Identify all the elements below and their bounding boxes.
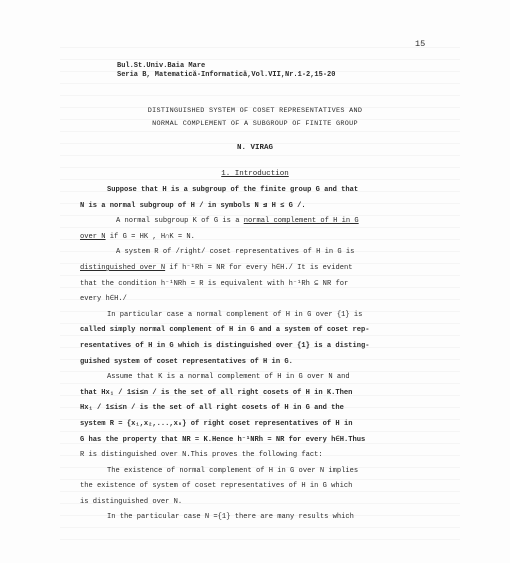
text-line bbox=[80, 230, 430, 246]
text-line bbox=[80, 261, 430, 277]
journal-line-2: Seria B, Matematică-Informatică,Vol.VII,Nr.1-2,15-20 bbox=[117, 71, 336, 79]
text-line: every h∈H./ bbox=[80, 295, 127, 304]
text-line: N is a normal subgroup of H / in symbols N ⊴ H ≤ G /. bbox=[80, 201, 306, 210]
page-number: 15 bbox=[415, 39, 426, 49]
text-line: resentatives of H in G which is distinguished over {1} is a disting- bbox=[80, 341, 370, 350]
journal-header bbox=[117, 62, 335, 80]
text-span: if h⁻¹Rh = NR for every h∈H./ It is evident bbox=[165, 263, 353, 272]
text-line: A system R of /right/ coset representatives of H in G is bbox=[116, 248, 355, 257]
text-line: In particular case a normal complement of H in G over {1} is bbox=[107, 310, 363, 319]
journal-line-1: Bul.St.Univ.Baia Mare bbox=[117, 62, 206, 70]
text-line: that Hx₁ / 1≤i≤n / is the set of all right cosets of H in K.Then bbox=[80, 388, 353, 397]
text-span: A normal subgroup K of G is a bbox=[116, 217, 244, 226]
text-line: Suppose that H is a subgroup of the finite group G and that bbox=[107, 186, 359, 194]
text-line: Assume that K is a normal complement of H in G over N and bbox=[107, 373, 350, 382]
author: N. VIRAG bbox=[236, 144, 273, 152]
body-text bbox=[80, 183, 430, 526]
text-line bbox=[80, 214, 430, 230]
text-line: system R = {x₁,x₂,...,xₙ} of right coset representatives of H in bbox=[80, 419, 353, 428]
term-normal-complement: normal complement of H in G bbox=[243, 217, 359, 226]
text-line: The existence of normal complement of H in G over N implies bbox=[107, 466, 359, 475]
text-line: R is distinguished over N.This proves the following fact: bbox=[80, 451, 323, 460]
term-distinguished: distinguished over N bbox=[80, 263, 166, 272]
text-line: guished system of coset representatives of H in G. bbox=[80, 357, 293, 366]
text-line: Hx₁ / 1≤i≤n / is the set of all right cosets of H in G and the bbox=[80, 404, 344, 413]
text-line: G has the property that NR = K.Hence h⁻¹NRh = NR for every h∈H.Thus bbox=[80, 435, 366, 444]
text-line: the existence of system of coset representatives of H in G which bbox=[80, 482, 353, 491]
text-line: is distinguished over N. bbox=[80, 497, 183, 506]
paper-title-line-1: DISTINGUISHED SYSTEM OF COSET REPRESENTATIVES AND bbox=[147, 107, 363, 115]
term-over-n: over N bbox=[80, 232, 106, 241]
section-heading: 1. Introduction bbox=[221, 170, 289, 178]
paper-title-line-2: NORMAL COMPLEMENT OF A SUBGROUP OF FINITE GROUP bbox=[152, 120, 358, 128]
text-line: called simply normal complement of H in G and a system of coset rep- bbox=[80, 326, 370, 335]
text-span: if G = HK , H∩K = N. bbox=[105, 232, 195, 241]
text-line: In the particular case N ={1} there are many results which bbox=[107, 513, 354, 522]
text-line: that the condition h⁻¹NRh = R is equivalent with h⁻¹Rh ⊆ NR for bbox=[80, 279, 349, 288]
